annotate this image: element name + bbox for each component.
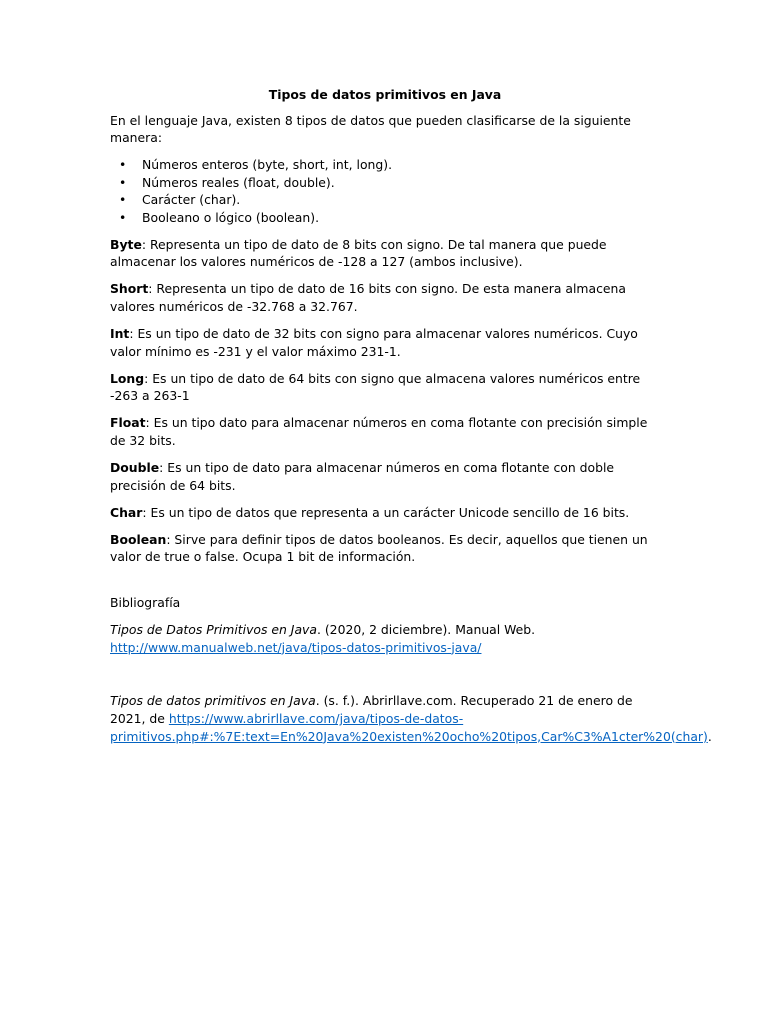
definition-boolean <box>110 531 660 566</box>
definition-term: Float <box>110 415 146 431</box>
definition-text: : Es un tipo de dato de 64 bits con signo que almacena valores numéricos entre -263 a 263-1 <box>110 370 641 404</box>
definition-char <box>110 504 660 522</box>
definition-text: : Sirve para definir tipos de datos booleanos. Es decir, aquellos que tienen un valor de true o false. Ocupa 1 bit de información. <box>110 531 648 565</box>
list-item <box>110 174 660 192</box>
list-item <box>110 156 660 174</box>
definition-term: Boolean <box>110 531 167 547</box>
definition-text: : Representa un tipo de dato de 16 bits con signo. De esta manera almacena valores numéricos de -32.768 a 32.767. <box>110 281 626 314</box>
definition-term: Int <box>110 326 130 342</box>
bullet-icon: • <box>119 192 127 208</box>
reference-details: . (s. f.). Abrirllave.com. Recuperado 21 de enero de 2021, de <box>110 693 633 726</box>
bullet-icon: • <box>119 210 127 226</box>
reference-title: Tipos de datos primitivos en Java <box>110 693 316 709</box>
list-item-text: Carácter (char). <box>142 192 241 208</box>
reference-link[interactable]: http://www.manualweb.net/java/tipos-datos-primitivos-java/ <box>110 639 482 655</box>
definition-float <box>110 414 660 449</box>
document-title: Tipos de datos primitivos en Java <box>268 87 502 102</box>
bibliography-heading: Bibliografía <box>110 595 181 611</box>
reference-link[interactable]: https://www.abrirllave.com/java/tipos-de-datos-primitivos.php#:%7E:text=En%20Java%20existen%20ocho%20tipos,Car%C3%A1cter%20(char) <box>110 710 708 744</box>
definition-term: Short <box>110 281 149 297</box>
definition-term: Byte <box>110 236 142 252</box>
list-item-text: Números enteros (byte, short, int, long). <box>142 157 393 173</box>
definition-term: Char <box>110 504 143 520</box>
definition-long <box>110 370 660 405</box>
reference-trailing: . <box>707 728 712 744</box>
definition-term: Long <box>110 370 145 386</box>
reference-title: Tipos de Datos Primitivos en Java <box>110 622 317 638</box>
bibliography-reference <box>110 621 660 656</box>
definition-term: Double <box>110 460 160 476</box>
definition-text: : Es un tipo de dato para almacenar números en coma flotante con doble precisión de 64 bits. <box>110 460 615 493</box>
type-category-list <box>110 156 660 226</box>
definition-byte <box>110 236 660 271</box>
list-item-text: Números reales (float, double). <box>142 174 335 190</box>
list-item-text: Booleano o lógico (boolean). <box>142 210 320 226</box>
list-item <box>110 191 660 209</box>
bibliography-reference <box>110 692 712 745</box>
definition-short <box>110 280 660 315</box>
bullet-icon: • <box>119 174 127 190</box>
reference-details: . (2020, 2 diciembre). Manual Web. <box>316 622 536 638</box>
document-body <box>110 86 712 755</box>
definition-text: : Es un tipo de datos que representa a un carácter Unicode sencillo de 16 bits. <box>142 504 630 520</box>
list-item <box>110 209 660 227</box>
definition-int <box>110 325 660 360</box>
intro-paragraph: En el lenguaje Java, existen 8 tipos de datos que pueden clasificarse de la siguiente manera: <box>110 112 631 146</box>
definition-double <box>110 459 660 494</box>
bullet-icon: • <box>119 157 127 173</box>
definition-text: : Es un tipo dato para almacenar números en coma flotante con precisión simple de 32 bits. <box>110 415 648 448</box>
definition-text: : Representa un tipo de dato de 8 bits con signo. De tal manera que puede almacenar los valores numéricos de -128 a 127 (ambos inclusive). <box>110 236 607 270</box>
definition-text: : Es un tipo de dato de 32 bits con signo para almacenar valores numéricos. Cuyo valor mínimo es -231 y el valor máximo 231-1. <box>110 326 638 359</box>
